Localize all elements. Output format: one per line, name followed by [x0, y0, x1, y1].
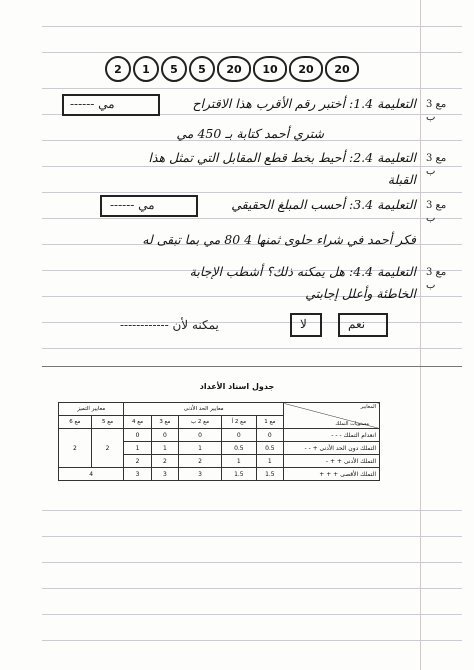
- table-cell: 2: [59, 429, 92, 468]
- ruled-line: [42, 88, 462, 89]
- instruction-2: التعليمة 2.4: أحيط بخط قطع المقابل التي تمثل هذا: [148, 150, 416, 165]
- ruled-line: [42, 166, 462, 167]
- table-cell: 0: [179, 429, 222, 442]
- corner-bottom-label: مستويات التملك: [335, 421, 369, 427]
- group-min-header: معايير الحد الأدنى: [124, 403, 284, 416]
- choice-yes-label: نعم: [348, 317, 366, 331]
- column-header: مع 4: [124, 416, 151, 429]
- column-header: مع 3: [151, 416, 178, 429]
- table-cell: 2: [124, 455, 151, 468]
- table-cell: 1: [221, 455, 256, 468]
- instruction-4: التعليمة 4.4: هل يمكنه ذلك؟ أشطب الإجابة: [189, 264, 416, 279]
- score-mark: 3 مع: [426, 200, 447, 211]
- table-cell: 1: [124, 442, 151, 455]
- row-label: التملك دون الحد الأدنى + - -: [284, 442, 380, 455]
- row-label: انعدام التملك - - -: [284, 429, 380, 442]
- statement-candy: فكر أحمد في شراء حلوى ثمنها 4 80 مي بما تبقى له: [142, 232, 416, 247]
- instruction-1: التعليمة 1.4: أختبر رقم الأقرب هذا الاقتراح: [192, 96, 416, 111]
- column-header: مع 2 ب: [179, 416, 222, 429]
- table-row: [59, 468, 380, 481]
- ruled-line: [42, 510, 462, 511]
- coin-icon: 1: [133, 56, 159, 82]
- ruled-line: [42, 640, 462, 641]
- table-cell: 1: [256, 455, 283, 468]
- table-cell: 0: [151, 429, 178, 442]
- section-divider: [42, 366, 462, 367]
- table-title: جدول اسناد الأعداد: [199, 382, 275, 391]
- coin-icon: 10: [253, 56, 287, 82]
- instruction-4-cont: الخاطئة وأعلل إجابتي: [305, 286, 416, 301]
- table-cell: 1: [151, 442, 178, 455]
- table-cell: 3: [179, 468, 222, 481]
- table-cell: 1.5: [221, 468, 256, 481]
- coin-icon: 2: [105, 56, 131, 82]
- statement-purchase: شتري أحمد كتابة بـ 450 مي: [176, 126, 324, 141]
- table-cell: 2: [151, 455, 178, 468]
- column-header: مع 2 أ: [221, 416, 256, 429]
- table-cell: 3: [151, 468, 178, 481]
- score-mark: 3 مع: [426, 153, 447, 164]
- coins-row: [105, 56, 365, 86]
- ruled-line: [42, 52, 462, 53]
- answer-blank: ------ مي: [70, 97, 115, 111]
- score-mark-sub: ب: [426, 280, 436, 291]
- ruled-line: [42, 588, 462, 589]
- margin-line: [420, 0, 421, 670]
- table-cell: 0.5: [221, 442, 256, 455]
- column-header: مع 1: [256, 416, 283, 429]
- row-label: التملك الأقصى + + +: [284, 468, 380, 481]
- coin-icon: 5: [189, 56, 215, 82]
- choice-no-label: لا: [300, 317, 307, 331]
- instruction-2-cont: القبلة: [387, 172, 416, 187]
- table-cell: 4: [59, 468, 124, 481]
- score-mark: 3 مع: [426, 99, 447, 110]
- table-cell: 2: [179, 455, 222, 468]
- table-cell: 2: [91, 429, 124, 468]
- score-mark-sub: ب: [426, 213, 436, 224]
- ruled-line: [42, 26, 462, 27]
- grading-table: [58, 402, 380, 481]
- table-cell: 0: [124, 429, 151, 442]
- coin-icon: 20: [289, 56, 323, 82]
- ruled-line: [42, 218, 462, 219]
- table-cell: 0: [256, 429, 283, 442]
- column-header: مع 6: [59, 416, 92, 429]
- group-excellence-header: معايير التميز: [59, 403, 124, 416]
- table-cell: 0.5: [256, 442, 283, 455]
- ruled-line: [42, 348, 462, 349]
- coin-icon: 20: [325, 56, 359, 82]
- ruled-line: [42, 322, 462, 323]
- corner-top-label: المعايير: [360, 404, 376, 410]
- answer-blank: ------ مي: [110, 198, 155, 212]
- table-cell: 3: [124, 468, 151, 481]
- score-mark-sub: ب: [426, 112, 436, 123]
- coin-icon: 20: [217, 56, 251, 82]
- table-row: [59, 429, 380, 442]
- row-label: التملك الأدنى + + -: [284, 455, 380, 468]
- instruction-3: التعليمة 3.4: أحسب المبلغ الحقيقي: [231, 197, 416, 212]
- coin-icon: 5: [161, 56, 187, 82]
- ruled-line: [42, 614, 462, 615]
- table-corner: [284, 403, 380, 429]
- ruled-line: [42, 192, 462, 193]
- ruled-line: [42, 562, 462, 563]
- table-cell: 1: [179, 442, 222, 455]
- score-mark: 3 مع: [426, 267, 447, 278]
- column-header: مع 5: [91, 416, 124, 429]
- reason-line[interactable]: يمكنه لأن ------------: [120, 318, 219, 332]
- table-cell: 1.5: [256, 468, 283, 481]
- score-mark-sub: ب: [426, 166, 436, 177]
- table-cell: 0: [221, 429, 256, 442]
- ruled-line: [42, 536, 462, 537]
